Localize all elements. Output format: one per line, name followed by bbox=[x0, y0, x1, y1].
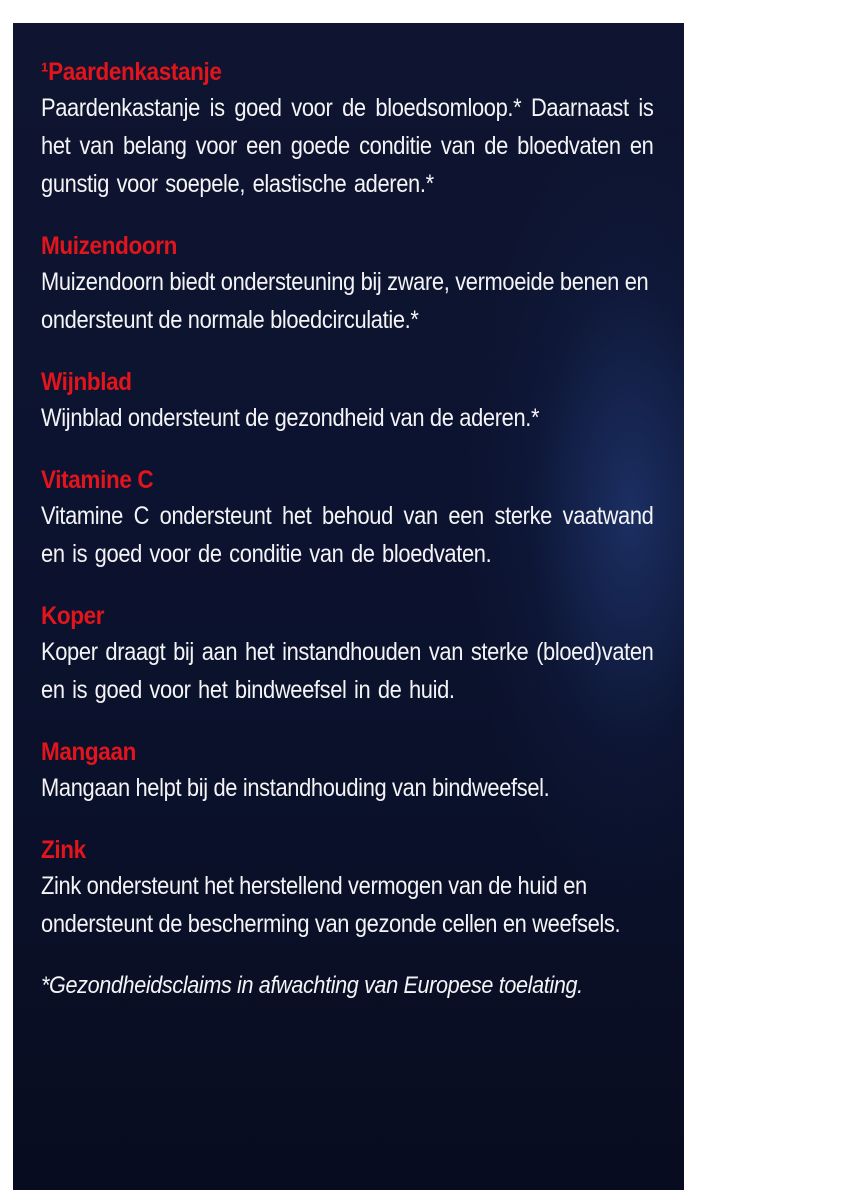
ingredient-description: Muizendoorn biedt ondersteuning bij zware, vermoeide benen en ondersteunt de normale bloedcirculatie.* bbox=[41, 268, 649, 334]
ingredient-heading: Wijnblad bbox=[41, 368, 132, 396]
ingredient-zink bbox=[41, 833, 660, 943]
ingredients-panel bbox=[13, 23, 684, 1190]
ingredient-description: Zink ondersteunt het herstellend vermogen van de huid en ondersteunt de bescherming van gezonde cellen en weefsels. bbox=[41, 872, 621, 938]
ingredient-heading: Mangaan bbox=[41, 738, 137, 766]
ingredient-heading: Muizendoorn bbox=[41, 232, 178, 260]
ingredient-heading: Koper bbox=[41, 602, 105, 630]
ingredient-wijnblad bbox=[41, 365, 660, 437]
ingredient-heading: Zink bbox=[41, 836, 86, 864]
ingredient-vitamine-c bbox=[41, 463, 660, 573]
ingredient-mangaan bbox=[41, 735, 660, 807]
ingredient-description: Wijnblad ondersteunt de gezondheid van de aderen.* bbox=[41, 404, 540, 432]
ingredient-paardenkastanje bbox=[41, 55, 660, 203]
ingredient-description: Vitamine C ondersteunt het behoud van een sterke vaatwand en is goed voor de conditie van de bloedvaten. bbox=[41, 502, 654, 568]
ingredient-koper bbox=[41, 599, 660, 709]
ingredient-heading: ¹Paardenkastanje bbox=[41, 58, 222, 86]
ingredient-muizendoorn bbox=[41, 229, 660, 339]
ingredient-heading: Vitamine C bbox=[41, 466, 154, 494]
ingredient-description: Paardenkastanje is goed voor de bloedsomloop.* Daarnaast is het van belang voor een goede conditie van de bloedvaten en gunstig voor soepele, elastische aderen.* bbox=[41, 94, 654, 198]
health-claims-footnote: *Gezondheidsclaims in afwachting van Europese toelating. bbox=[41, 972, 583, 999]
ingredient-description: Koper draagt bij aan het instandhouden van sterke (bloed)vaten en is goed voor het bindweefsel in de huid. bbox=[41, 638, 654, 704]
ingredient-description: Mangaan helpt bij de instandhouding van bindweefsel. bbox=[41, 774, 550, 802]
